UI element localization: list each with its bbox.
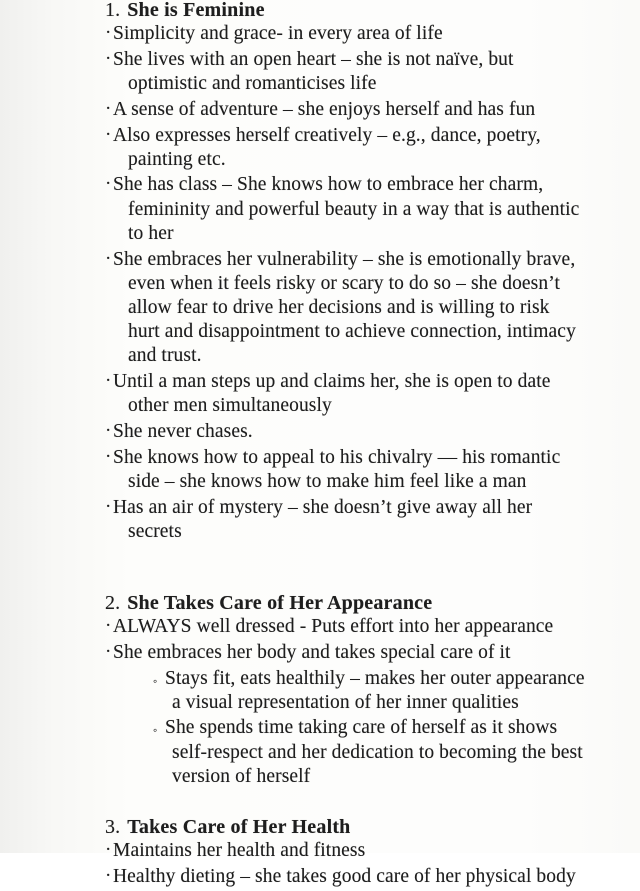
list-item-line: Healthy dieting – she takes good care of her physical body	[113, 866, 576, 887]
list-item-line: She lives with an open heart – she is not naïve, but	[113, 48, 514, 70]
list-item-line: Simplicity and grace- in every area of life	[113, 23, 443, 45]
section-title: She is Feminine	[127, 0, 265, 21]
bullet-dot-icon: ·	[105, 123, 112, 145]
list-item-line: allow fear to drive her decisions and is willing to risk	[128, 296, 550, 318]
list-item	[104, 615, 628, 639]
bullet-circle-icon: ◦	[153, 723, 158, 738]
list-item-line: ALWAYS well dressed - Puts effort into her appearance	[113, 616, 554, 638]
list-item-line: version of herself	[172, 765, 311, 787]
document-content	[104, 0, 628, 891]
list-item	[104, 98, 628, 122]
list-item-line: She has class – She knows how to embrace her charm,	[113, 174, 544, 196]
list-item-clipped	[104, 865, 628, 889]
list-item	[104, 124, 628, 172]
list-item-line: She knows how to appeal to his chivalry — his romantic	[113, 446, 561, 468]
list-item-line: self-respect and her dedication to becoming the best	[172, 741, 583, 763]
list-item-line: femininity and powerful beauty in a way that is authentic	[128, 198, 580, 220]
bullet-dot-icon: ·	[105, 247, 112, 269]
bullet-dot-icon: ·	[105, 22, 112, 44]
section-title: Takes Care of Her Health	[127, 816, 351, 839]
section-feminine	[104, 0, 628, 544]
list-item-line: She never chases.	[113, 420, 253, 442]
list-item-line: Maintains her health and fitness	[113, 840, 366, 862]
bullet-dot-icon: ·	[105, 615, 112, 637]
section-heading	[104, 0, 628, 22]
bullet-dot-icon: ·	[105, 47, 112, 69]
list-item-line: and trust.	[128, 345, 202, 367]
list-item-line: She spends time taking care of herself as it shows	[165, 717, 558, 739]
list-item	[104, 248, 628, 369]
bullet-dot-icon: ·	[105, 495, 112, 517]
list-item-line: hurt and disappointment to achieve connection, intimacy	[128, 321, 576, 343]
list-item-line: Also expresses herself creatively – e.g., dance, poetry,	[113, 124, 541, 146]
list-item	[104, 839, 628, 863]
list-item-line: secrets	[128, 520, 182, 542]
list-item-line: optimistic and romanticises life	[128, 73, 377, 95]
list-item-line: to her	[128, 222, 174, 244]
list-item	[104, 641, 628, 665]
section-number: 2.	[105, 591, 121, 614]
list-item	[104, 173, 628, 246]
section-number: 3.	[105, 816, 121, 839]
bullet-dot-icon: ·	[105, 97, 112, 119]
list-item	[104, 446, 628, 494]
bullet-dot-icon: ·	[105, 173, 112, 195]
bullet-circle-icon: ◦	[153, 673, 158, 688]
sub-list-item	[104, 716, 628, 789]
list-item-line: side – she knows how to make him feel like a man	[128, 470, 527, 492]
bullet-dot-icon: ·	[105, 839, 112, 861]
list-item-line: even when it feels risky or scary to do so – she doesn’t	[128, 272, 560, 294]
bullet-dot-icon: ·	[105, 419, 112, 441]
list-item	[104, 370, 628, 418]
section-heading	[104, 815, 628, 839]
list-item-line: Stays fit, eats healthily – makes her outer appearance	[165, 667, 585, 689]
list-item-line: other men simultaneously	[128, 395, 332, 417]
list-item-line: She embraces her body and takes special care of it	[113, 641, 511, 663]
list-item-line: A sense of adventure – she enjoys herself and has fun	[113, 98, 536, 120]
list-item-line: She embraces her vulnerability – she is emotionally brave,	[113, 248, 576, 270]
list-item-line: a visual representation of her inner qualities	[172, 691, 519, 713]
list-item-line: painting etc.	[128, 148, 226, 170]
bullet-dot-icon: ·	[105, 865, 112, 886]
list-item-line: Has an air of mystery – she doesn’t give away all her	[113, 496, 533, 518]
bullet-dot-icon: ·	[105, 640, 112, 662]
section-heading	[104, 591, 628, 615]
bullet-dot-icon: ·	[105, 445, 112, 467]
section-title: She Takes Care of Her Appearance	[127, 591, 433, 614]
list-item	[104, 22, 628, 46]
list-item	[104, 420, 628, 444]
section-number: 1.	[105, 0, 121, 21]
list-item	[104, 496, 628, 544]
list-item-line: Until a man steps up and claims her, she is open to date	[113, 371, 551, 393]
list-item	[104, 48, 628, 96]
sub-list-item	[104, 667, 628, 715]
section-health	[104, 815, 628, 889]
section-appearance	[104, 591, 628, 789]
bullet-dot-icon: ·	[105, 370, 112, 392]
